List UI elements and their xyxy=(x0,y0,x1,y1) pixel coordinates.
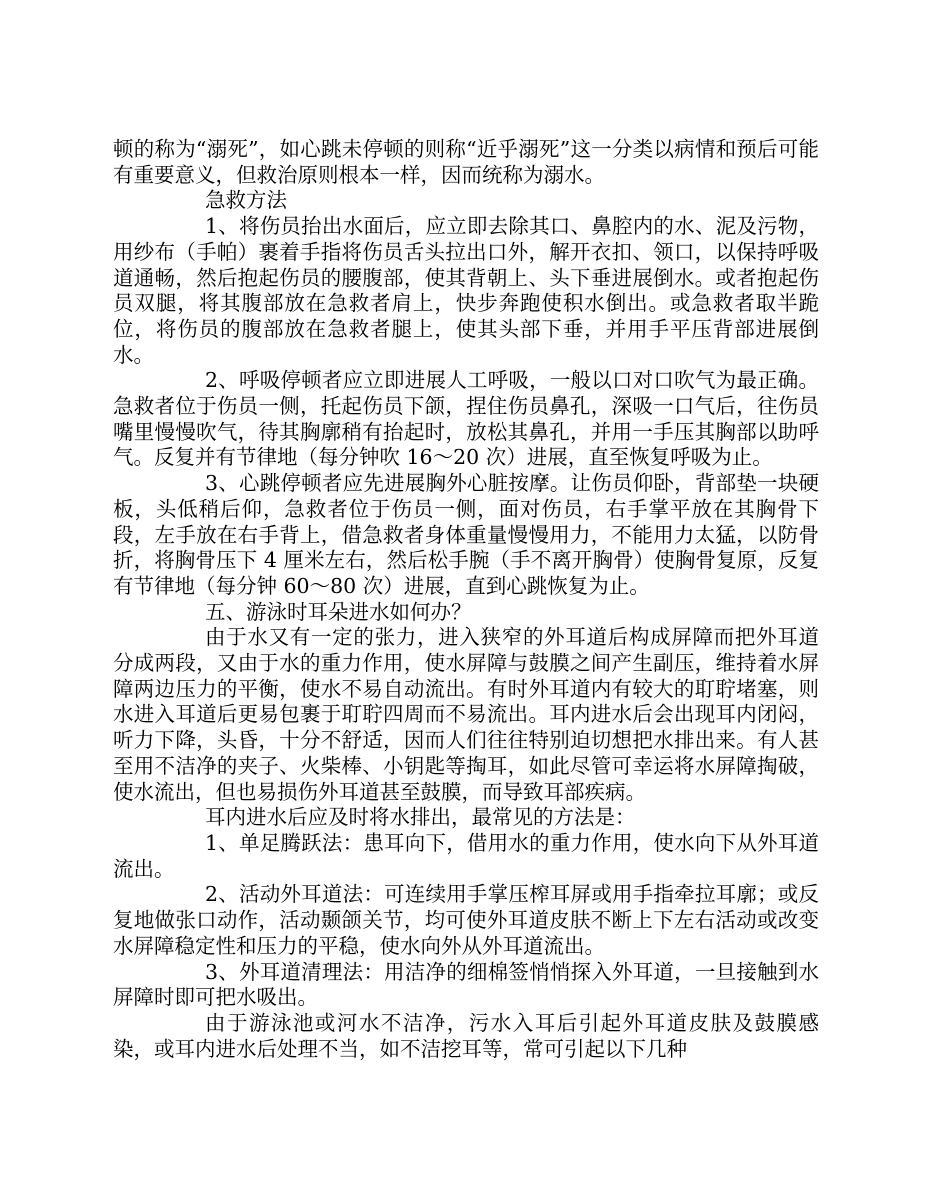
paragraph-ear-water-explanation: 由于水又有一定的张力，进入狭窄的外耳道后构成屏障而把外耳道分成两段，又由于水的重力作用，使水屏障与鼓膜之间产生副压，维持着水屏障两边压力的平衡，使水不易自动流出。有时外耳道内有较大的耵聍堵塞，则水进入耳道后更易包裹于耵聍四周而不易流出。耳内进水后会出现耳内闭闷，听力下降，头昏，十分不舒适，因而人们往往特别迫切想把水排出来。有人甚至用不洁净的夹子、火柴棒、小钥匙等掏耳，如此尽管可幸运将水屏障掏破，使水流出，但也易损伤外耳道甚至鼓膜，而导致耳部疾病。 xyxy=(113,625,819,804)
paragraph-step-2-artificial-respiration: 2、呼吸停顿者应立即进展人工呼吸，一般以口对口吹气为最正确。急救者位于伤员一侧，托起伤员下颌，捏住伤员鼻孔，深吸一口气后，往伤员嘴里慢慢吹气，待其胸廓稍有抬起时，放松其鼻孔，并用一手压其胸部以助呼气。反复并有节律地（每分钟吹 16～20 次）进展，直至恢复呼吸为止。 xyxy=(113,368,819,470)
document-body xyxy=(113,137,819,1062)
paragraph-method-3-cleaning: 3、外耳道清理法：用洁净的细棉签悄悄探入外耳道，一旦接触到水屏障时即可把水吸出。 xyxy=(113,959,819,1010)
heading-first-aid-methods: 急救方法 xyxy=(205,188,287,213)
paragraph-method-2-moving-ear-canal: 2、活动外耳道法：可连续用手掌压榨耳屏或用手指牵拉耳廓；或反复地做张口动作，活动颞颌关节，均可使外耳道皮肤不断上下左右活动或改变水屏障稳定性和压力的平稳，使水向外从外耳道流出。 xyxy=(113,882,819,958)
paragraph-ear-water-methods-intro: 耳内进水后应及时将水排出，最常见的方法是： xyxy=(205,805,636,830)
paragraph-step-1-drain-water: 1、将伤员抬出水面后，应立即去除其口、鼻腔内的水、泥及污物，用纱布（手帕）裹着手指将伤员舌头拉出口外，解开衣扣、领口，以保持呼吸道通畅，然后抱起伤员的腰腹部，使其背朝上、头下垂进展倒水。或者抱起伤员双腿，将其腹部放在急救者肩上，快步奔跑使积水倒出。或急救者取半跪位，将伤员的腹部放在急救者腿上，使其头部下垂，并用手平压背部进展倒水。 xyxy=(113,214,819,367)
paragraph-step-3-chest-compression: 3、心跳停顿者应先进展胸外心脏按摩。让伤员仰卧，背部垫一块硬板，头低稍后仰，急救者位于伤员一侧，面对伤员，右手掌平放在其胸骨下段，左手放在右手背上，借急救者身体重量慢慢用力，不能用力太猛，以防骨折，将胸骨压下 4 厘米左右，然后松手腕（手不离开胸骨）使胸骨复原，反复有节律地（每分钟 60～80 次）进展，直到心跳恢复为止。 xyxy=(113,471,819,598)
paragraph-infection-warning: 由于游泳池或河水不洁净，污水入耳后引起外耳道皮肤及鼓膜感染，或耳内进水后处理不当，如不洁挖耳等，常可引起以下几种 xyxy=(113,1010,819,1061)
paragraph-method-1-hopping: 1、单足腾跃法：患耳向下，借用水的重力作用，使水向下从外耳道流出。 xyxy=(113,830,819,881)
heading-ear-water: 五、游泳时耳朵进水如何办？ xyxy=(205,599,472,624)
paragraph-drowning-definition: 顿的称为“溺死”，如心跳未停顿的则称“近乎溺死”这一分类以病情和预后可能有重要意义，但救治原则根本一样，因而统称为溺水。 xyxy=(113,137,819,187)
